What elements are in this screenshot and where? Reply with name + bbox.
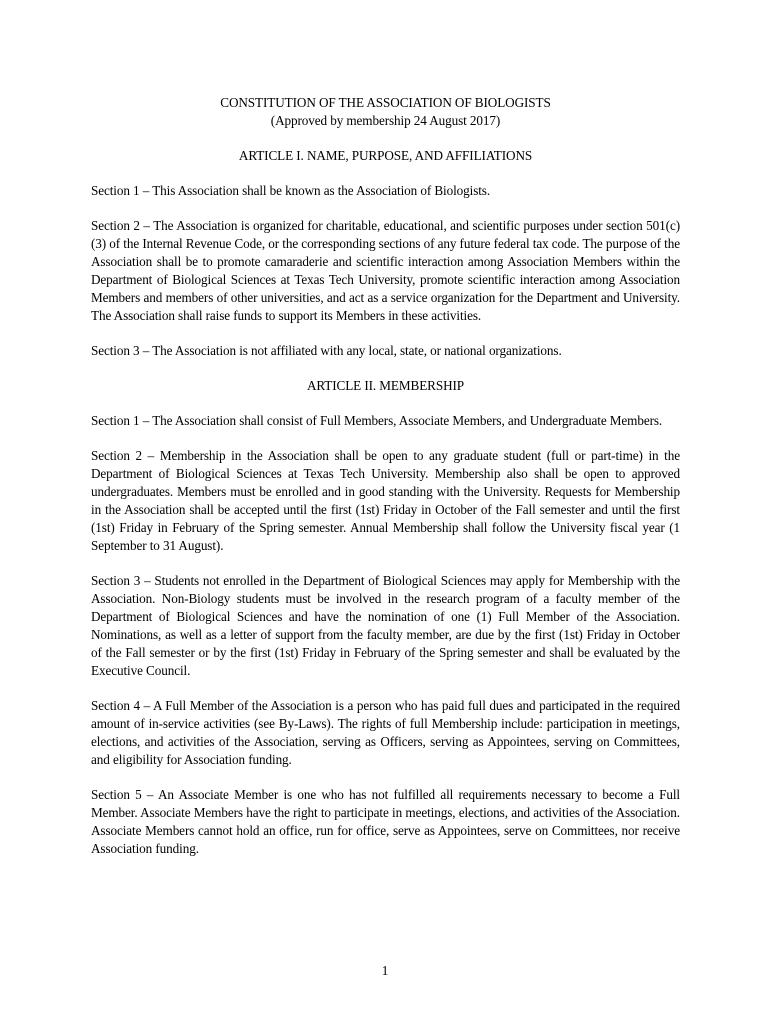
article-2-section-5: Section 5 – An Associate Member is one who has not fulfilled all requirements necessary to become a Full Member. Associate Members have the right to participate in meetings, elections, and activities of the Association. Associate Members cannot hold an office, run for office, serve as Appointees, serve on Committees, nor receive Association funding. [91, 787, 680, 856]
article-2-section-2: Section 2 – Membership in the Association shall be open to any graduate student (full or part-time) in the Department of Biological Sciences at Texas Tech University. Membership also shall be open to approved undergraduates. Members must be enrolled and in good standing with the University. Requests for Membership in the Association shall be accepted until the first (1st) Friday in October of the Fall semester and until the first (1st) Friday in February of the Spring semester. Annual Membership shall follow the University fiscal year (1 September to 31 August). [91, 448, 680, 553]
document-body [91, 94, 680, 875]
article-1-heading: ARTICLE I. NAME, PURPOSE, AND AFFILIATIONS [238, 148, 533, 163]
article-2-section-4: Section 4 – A Full Member of the Association is a person who has paid full dues and participated in the required amount of in-service activities (see By-Laws). The rights of full Membership include: participation in meetings, elections, and activities of the Association, serving as Officers, serving as Appointees, serving on Committees, and eligibility for Association funding. [91, 698, 680, 767]
article-2-heading: ARTICLE II. MEMBERSHIP [306, 378, 465, 393]
article-1-section-1: Section 1 – This Association shall be known as the Association of Biologists. [91, 183, 491, 198]
article-1-section-3: Section 3 – The Association is not affiliated with any local, state, or national organizations. [91, 343, 562, 358]
title-block [91, 94, 680, 130]
document-title: CONSTITUTION OF THE ASSOCIATION OF BIOLOGISTS [220, 95, 551, 110]
page-number: 1 [381, 963, 389, 978]
article-1-section-2: Section 2 – The Association is organized for charitable, educational, and scientific purposes under section 501(c) (3) of the Internal Revenue Code, or the corresponding sections of any future federal tax code. The purpose of the Association shall be to promote camaraderie and scientific interaction among Association Members within the Department of Biological Sciences at Texas Tech University, promote scientific interaction among Association Members and members of other universities, and act as a service organization for the Department and University. The Association shall raise funds to support its Members in these activities. [91, 218, 680, 323]
article-2-section-3: Section 3 – Students not enrolled in the Department of Biological Sciences may apply for Membership with the Association. Non-Biology students must be involved in the research program of a faculty member of the Department of Biological Sciences and have the nomination of one (1) Full Member of the Association. Nominations, as well as a letter of support from the faculty member, are due by the first (1st) Friday in October of the Fall semester or by the first (1st) Friday in February of the Spring semester and shall be evaluated by the Executive Council. [91, 573, 680, 678]
document-subtitle: (Approved by membership 24 August 2017) [270, 113, 501, 128]
article-2-section-1: Section 1 – The Association shall consist of Full Members, Associate Members, and Undergraduate Members. [91, 413, 663, 428]
